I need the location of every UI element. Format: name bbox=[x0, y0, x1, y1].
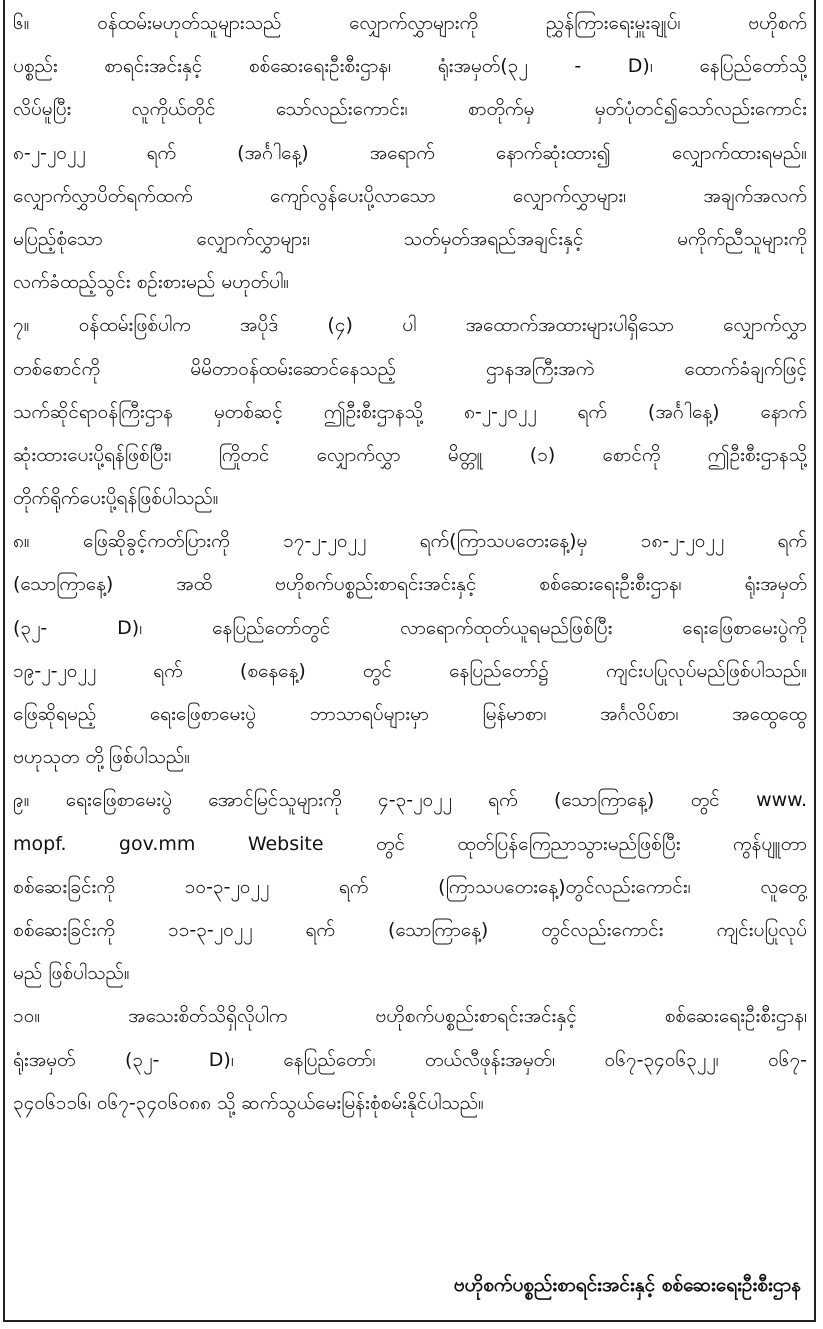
document-body bbox=[13, 2, 807, 1125]
text-line: ဗဟုသုတ တို့ဖြစ်ပါသည်။ bbox=[13, 746, 191, 769]
text-line: လက်ခံထည့်သွင်း စဉ်းစားမည် မဟုတ်ပါ။ bbox=[13, 271, 290, 294]
text-line: ၆။ ဝန်ထမ်းမဟုတ်သူများသည် လျှောက်လွှာများကို ညွှန်ကြားရေးမှူးချုပ်၊ ဗဟိုစက် bbox=[13, 12, 807, 34]
paragraph-10 bbox=[13, 995, 807, 1125]
text-line: (၃၂- D)၊ နေပြည်တော်တွင် လာရောက်ထုတ်ယူရမည်ဖြစ်ပြီး ရေးဖြေစာမေးပွဲကို bbox=[13, 616, 807, 639]
text-line: (သောကြာနေ့) အထိ ဗဟိုစက်ပစ္စည်းစာရင်းအင်းနှင့် စစ်ဆေးရေးဦးစီးဌာန၊ ရုံးအမှတ် bbox=[13, 573, 807, 596]
text-line: ၉။ ရေးဖြေစာမေးပွဲ အောင်မြင်သူများကို ၄-၃-၂၀၂၂ ရက် (သောကြာနေ့) တွင် www. bbox=[13, 789, 807, 812]
text-line: ၇။ ဝန်ထမ်းဖြစ်ပါက အပိုဒ် (၄) ပါ အထောက်အထားများပါရှိသော လျှောက်လွှာ bbox=[13, 314, 807, 337]
text-line: စစ်ဆေးခြင်းကို ၁၀-၃-၂၀၂၂ ရက် (ကြာသပတေးနေ့)တွင်လည်းကောင်း၊ လူတွေ့ bbox=[13, 875, 807, 898]
text-line: ၈-၂-၂၀၂၂ ရက် (အင်္ဂါနေ့) အရောက် နောက်ဆုံးထား၍ လျှောက်ထားရမည်။ bbox=[13, 141, 807, 164]
text-line: ဆုံးထားပေးပို့ရန်ဖြစ်ပြီး၊ ကြိုတင် လျှောက်လွှာ မိတ္တူ (၁) စောင်ကို ဤဦးစီးဌာနသို့ bbox=[13, 443, 807, 466]
text-line: ၃၄၀၆၁၁၆၊ ၀၆၇-၃၄၀၆၀၈၈ သို့ ဆက်သွယ်မေးမြန်းစုံစမ်းနိုင်ပါသည်။ bbox=[13, 1091, 484, 1114]
text-line: မည် ဖြစ်ပါသည်။ bbox=[13, 962, 130, 985]
text-line: ၁၉-၂-၂၀၂၂ ရက် (စနေနေ့) တွင် နေပြည်တော်၌ ကျင်းပပြုလုပ်မည်ဖြစ်ပါသည်။ bbox=[13, 659, 807, 682]
text-line: မပြည့်စုံသော လျှောက်လွှာများ၊ သတ်မှတ်အရည်အချင်းနှင့် မကိုက်ညီသူများကို bbox=[13, 227, 807, 250]
text-line: တစ်စောင်ကို မိမိတာဝန်ထမ်းဆောင်နေသည့် ဌာနအကြီးအကဲ ထောက်ခံချက်ဖြင့် bbox=[13, 357, 807, 380]
paragraph-8 bbox=[13, 520, 807, 779]
paragraph-9 bbox=[13, 779, 807, 995]
text-line: ၁၀။ အသေးစိတ်သိရှိလိုပါက ဗဟိုစက်ပစ္စည်းစာရင်းအင်းနှင့် စစ်ဆေးရေးဦးစီးဌာန၊ bbox=[13, 1005, 807, 1028]
text-line: လျှောက်လွှာပိတ်ရက်ထက် ကျော်လွန်ပေးပို့လာသော လျှောက်လွှာများ၊ အချက်အလက် bbox=[13, 184, 807, 207]
paragraph-7 bbox=[13, 304, 807, 520]
text-line: သက်ဆိုင်ရာဝန်ကြီးဌာန မှတစ်ဆင့် ဤဦးစီးဌာနသို့ ၈-၂-၂၀၂၂ ရက် (အင်္ဂါနေ့) နောက် bbox=[13, 400, 807, 423]
text-line: တိုက်ရိုက်ပေးပို့ရန်ဖြစ်ပါသည်။ bbox=[13, 487, 219, 510]
text-line: စစ်ဆေးခြင်းကို ၁၁-၃-၂၀၂၂ ရက် (သောကြာနေ့) တွင်လည်းကောင်း ကျင်းပပြုလုပ် bbox=[13, 918, 807, 941]
text-line: ပစ္စည်း စာရင်းအင်းနှင့် စစ်ဆေးရေးဦးစီးဌာန၊ ရုံးအမှတ်(၃၂ - D)၊ နေပြည်တော်သို့ bbox=[13, 55, 807, 78]
text-line: ရုံးအမှတ် (၃၂- D)၊ နေပြည်တော်၊ တယ်လီဖုန်းအမှတ်၊ ၀၆၇-၃၄၀၆၃၂၂၊ ၀၆၇- bbox=[13, 1048, 807, 1071]
signature-department: ဗဟိုစက်ပစ္စည်းစာရင်းအင်းနှင့် စစ်ဆေးရေးဦးစီးဌာန bbox=[453, 1274, 801, 1296]
text-line: လိပ်မူပြီး လူကိုယ်တိုင် သော်လည်းကောင်း၊ စာတိုက်မှ မှတ်ပုံတင်၍သော်လည်းကောင်း bbox=[13, 98, 807, 121]
text-line: mopf. gov.mm Website တွင် ထုတ်ပြန်ကြေညာသွားမည်ဖြစ်ပြီး ကွန်ပျူတာ bbox=[13, 832, 807, 855]
text-line: ၈။ ဖြေဆိုခွင့်ကတ်ပြားကို ၁၇-၂-၂၀၂၂ ရက်(ကြာသပတေးနေ့)မှ ၁၈-၂-၂၀၂၂ ရက် bbox=[13, 530, 807, 553]
paragraph-6 bbox=[13, 2, 807, 304]
text-line: ဖြေဆိုရမည့် ရေးဖြေစာမေးပွဲ ဘာသာရပ်များမှာ မြန်မာစာ၊ အင်္ဂလိပ်စာ၊ အထွေထွေ bbox=[13, 703, 807, 725]
